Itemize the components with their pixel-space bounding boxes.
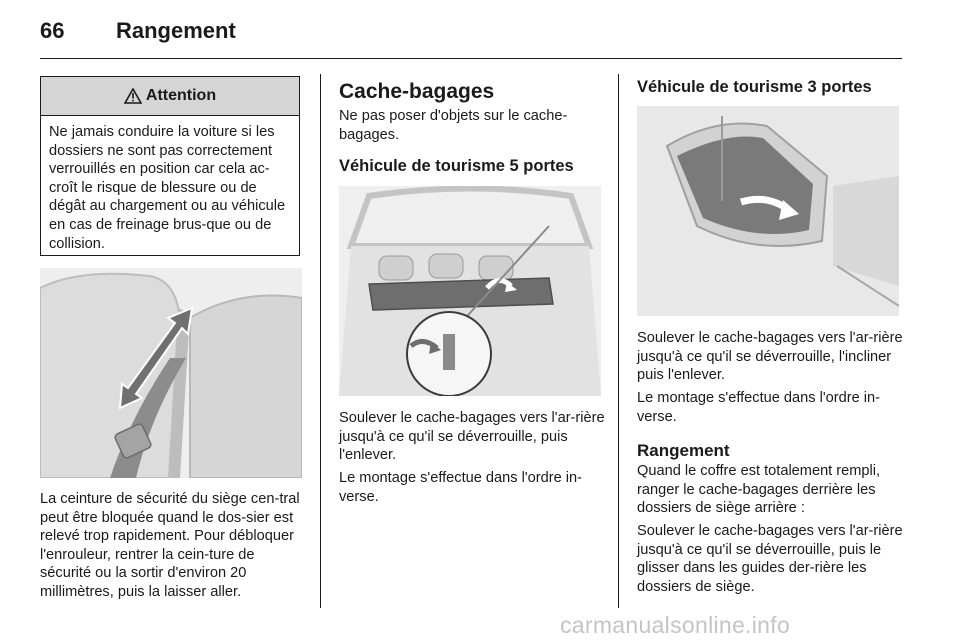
column-divider-2 [618,74,619,608]
warning-triangle-icon [124,88,142,104]
cover-3-door-text: Soulever le cache-bagages vers l'ar-rière jusqu'à ce qu'il se déverrouille, l'incliner puis l'enlever. [637,330,903,384]
attention-text: Ne jamais conduire la voiture si les dossiers ne sont pas correctement verrouillés en position car cela ac-croît le risque de blessure ou de dégât au chargement ou au véhicule en cas de freinage brus-que ou de collision. [49,124,286,252]
section-heading-rangement: Rangement [637,441,730,460]
attention-box [40,76,300,256]
cover-3-door-illustration [637,106,899,316]
rangement-text: Quand le coffre est totalement rempli, ranger le cache-bagages derrière les dossiers de siège arrière : [637,463,881,517]
rangement-steps: Soulever le cache-bagages vers l'ar-rière jusqu'à ce qu'il se déverrouille, puis le glisser dans les guides der-rière les dossiers de siège. [637,523,903,595]
seatbelt-illustration [40,268,302,478]
attention-label: Attention [145,87,217,104]
cover-3-door-reassembly: Le montage s'effectue dans l'ordre in-verse. [637,390,881,425]
page-title: Rangement [116,18,236,43]
cover-5-door-reassembly: Le montage s'effectue dans l'ordre in-verse. [339,470,583,505]
page-number: 66 [40,18,65,43]
subheading-5-portes: Véhicule de tourisme 5 portes [339,157,574,175]
cover-5-door-text: Soulever le cache-bagages vers l'ar-rière jusqu'à ce qu'il se déverrouille, puis l'enlever. [339,410,605,464]
watermark: carmanualsonline.info [560,612,791,638]
header-rule [40,58,902,59]
cache-bagages-intro: Ne pas poser d'objets sur le cache-bagages. [339,108,568,143]
section-heading-cache-bagages: Cache-bagages [339,80,495,103]
attention-header [41,77,299,116]
column-divider-1 [320,74,321,608]
cover-5-door-illustration [339,186,601,396]
seatbelt-caption: La ceinture de sécurité du siège cen-tral peut être bloquée quand le dos-sier est relevé trop rapidement. Pour débloquer l'enrouleur, rentrer la cein-ture de sécurité ou la sortir d'environ 20 millimètres, puis la laisser aller. [40,491,300,600]
subheading-3-portes: Véhicule de tourisme 3 portes [637,78,872,96]
